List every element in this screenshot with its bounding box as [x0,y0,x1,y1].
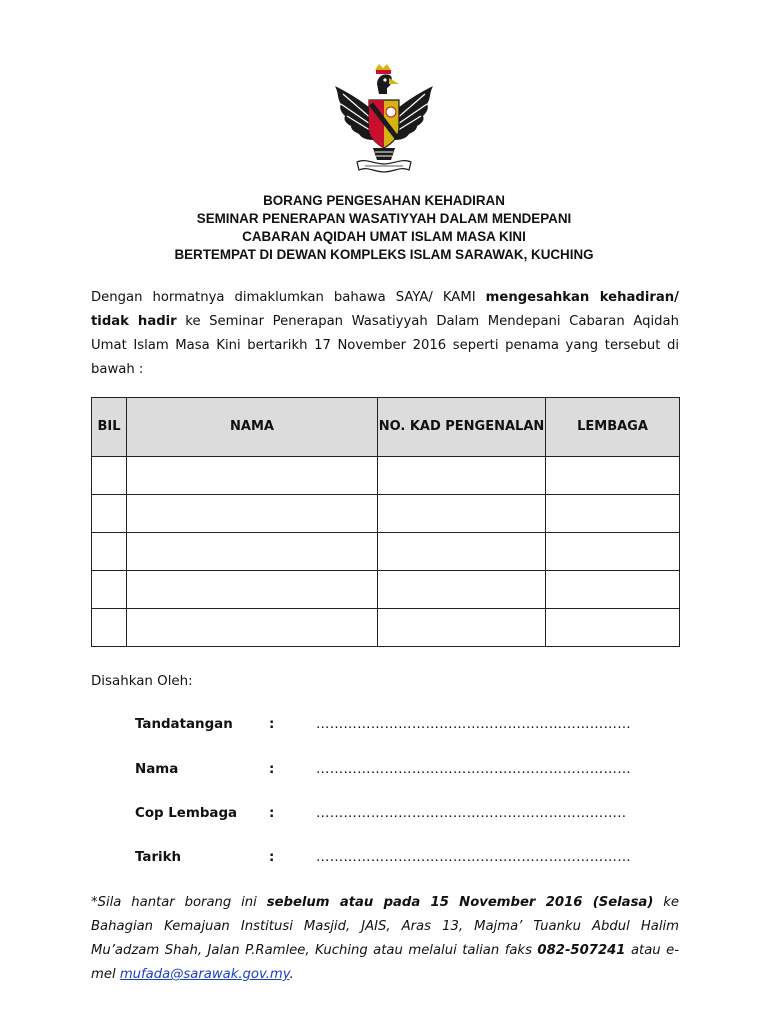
cell-no-kad[interactable] [378,609,546,647]
cell-no-kad[interactable] [378,571,546,609]
table-row [92,495,680,533]
cell-bil[interactable] [92,571,127,609]
cell-nama[interactable] [127,571,378,609]
header-lembaga: LEMBAGA [546,398,680,457]
submission-note [91,891,679,987]
intro-bold-attendance: mengesahkan kehadiran/ tidak hadir [91,290,679,329]
note-text-2: ke Bahagian Kemajuan Institusi Masjid, JAIS, Aras 13, Majma’ Tuanku Abdul Halim Mu’adzam Shah, Jalan P.Ramlee, Kuching atau melalui talian faks [91,895,679,958]
email-link[interactable]: mufada@sarawak.gov.my [119,967,290,982]
field-colon: : [269,762,275,777]
note-text-3: atau e-mel [91,943,679,982]
intro-text-2: ke Seminar Penerapan Wasatiyyah Dalam Mendepani Cabaran Aqidah Umat Islam Masa Kini bertarikh 17 November 2016 seperti penama yang tersebut di bawah : [91,314,679,377]
cell-lembaga[interactable] [546,457,680,495]
table-row [92,609,680,647]
field-label: Cop Lembaga [135,806,238,821]
cell-bil[interactable] [92,533,127,571]
cell-nama[interactable] [127,533,378,571]
heading-line-3: CABARAN AQIDAH UMAT ISLAM MASA KINI [242,229,526,244]
note-deadline: sebelum atau pada 15 November 2016 (Selasa) [266,895,654,910]
field-colon: : [269,717,275,732]
note-text-1: *Sila hantar borang ini [91,895,267,910]
field-label: Tarikh [135,850,182,865]
field-label: Tandatangan [135,717,233,732]
cell-lembaga[interactable] [546,495,680,533]
table-row [92,457,680,495]
signature-field-tandatangan[interactable] [135,717,631,737]
cell-no-kad[interactable] [378,533,546,571]
field-colon: : [269,850,275,865]
sarawak-coat-of-arms-icon [329,64,439,176]
cell-lembaga[interactable] [546,533,680,571]
intro-paragraph [91,286,679,382]
cell-bil[interactable] [92,495,127,533]
fill-in-line[interactable]: …………………………………………………………… [316,762,631,777]
fill-in-line[interactable]: …………………………………………………………… [316,850,631,865]
attendance-table [91,397,680,647]
header-nama: NAMA [127,398,378,457]
cell-nama[interactable] [127,457,378,495]
heading-line-4: BERTEMPAT DI DEWAN KOMPLEKS ISLAM SARAWAK, KUCHING [174,247,594,262]
signature-field-tarikh[interactable] [135,850,631,870]
heading-line-2: SEMINAR PENERAPAN WASATIYYAH DALAM MENDEPANI [196,211,572,226]
cell-lembaga[interactable] [546,609,680,647]
heading-line-1: BORANG PENGESAHAN KEHADIRAN [263,193,505,208]
field-label: Nama [135,762,179,777]
signature-field-nama[interactable] [135,762,631,782]
field-colon: : [269,806,275,821]
note-fax-number: 082-507241 [537,943,626,958]
header-bil: BIL [92,398,127,457]
verified-by-label: Disahkan Oleh: [91,674,193,689]
fill-in-line[interactable]: …………………………………………………………… [316,717,631,732]
table-row [92,571,680,609]
form-heading [90,192,678,264]
cell-nama[interactable] [127,609,378,647]
cell-nama[interactable] [127,495,378,533]
signature-field-cop-lembaga[interactable] [135,806,627,826]
header-no-kad-pengenalan: NO. KAD PENGENALAN [378,398,546,457]
cell-bil[interactable] [92,457,127,495]
note-end: . [289,967,294,982]
intro-text-1: Dengan hormatnya dimaklumkan bahawa SAYA/ KAMI [91,290,486,305]
cell-no-kad[interactable] [378,495,546,533]
fill-in-line[interactable]: ………………………………………………………….. [316,806,627,821]
table-row [92,533,680,571]
cell-lembaga[interactable] [546,571,680,609]
cell-bil[interactable] [92,609,127,647]
cell-no-kad[interactable] [378,457,546,495]
table-header-row [92,398,680,457]
